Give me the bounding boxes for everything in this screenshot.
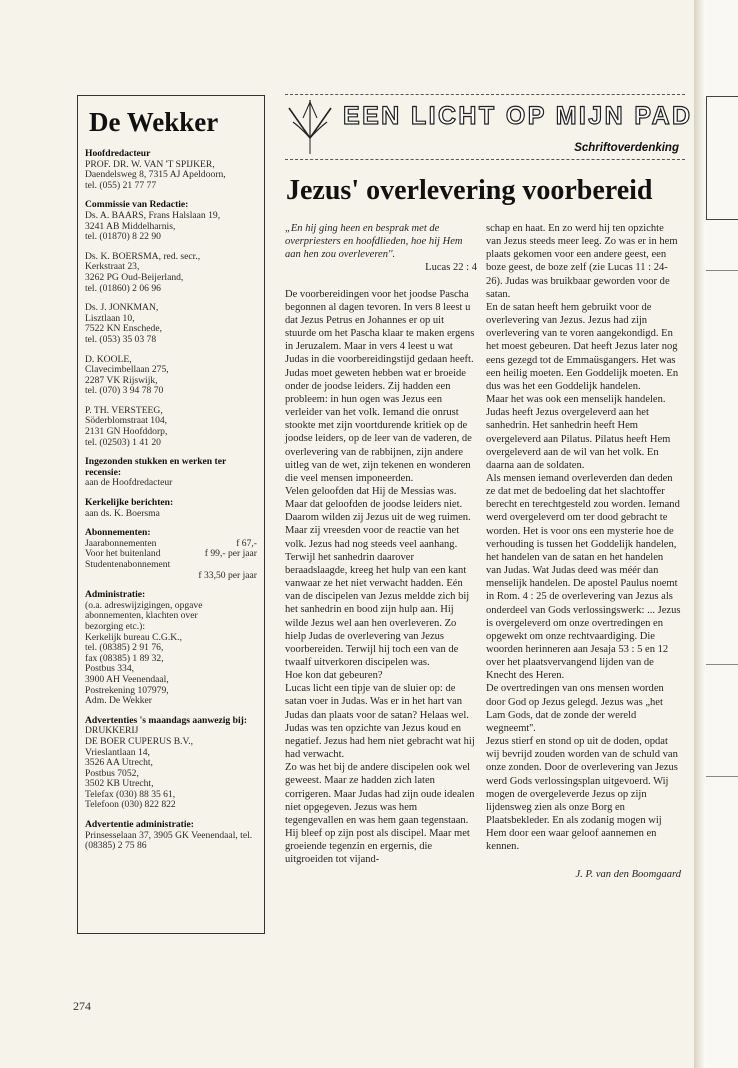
- masthead-box: [77, 95, 265, 934]
- paragraph: En de satan heeft hem gebruikt voor de overlevering van Jezus. Jezus had zijn overlevering van te voren aangekondigd. En het moest gebeuren. Dat heeft Jezus later nog eens gezegd tot de Emmaüsgangers. Het was een heilig moeten. Een Goddelijk moeten. En dus was het een Goddelijk handelen.: [486, 301, 679, 392]
- next-page-edge: [706, 0, 738, 1068]
- paragraph: Lucas licht een tipje van de sluier op: de satan voer in Judas. Was er in het hart van Judas dan plaats voor de satan? Helaas wel. Judas was ten opzichte van Jezus koud en negatief. Jezus had hem niet gebracht wat hij had verwacht.: [285, 683, 475, 761]
- paragraph: De voorbereidingen voor het joodse Pascha begonnen al dagen tevoren. In vers 8 leest u dat Jezus Petrus en Johannes er op uit stuurde om het Pascha klaar te maken ergens in Jeruzalem. Maar in vers 4 leest u wat Judas in die voorbereidingstijd gedaan heeft. Judas moet geweten hebben wat er broeide onder de joodse leiders. Zij hadden een probleem: in hun ogen was Jezus een verleider van het volk. Iemand die onrust stookte met zijn voortdurende kritiek op de joodse leiders, op de leer van de vaderen, de overlevering van de rabbijnen, zijn andere uitleg van de wet, zijn tekenen en wonderen die veel mensen imponeerden.: [285, 288, 475, 484]
- paragraph: Hoe kon dat gebeuren?: [285, 670, 383, 682]
- advertisements-block: Advertenties 's maandags aanwezig bij: DRUKKERIJ DE BOER CUPERUS B.V., Vrieslantlaan 14, 3526 AA Utrecht, Postbus 7052, 3502 KB Utrecht, Telefax (030) 88 35 61, Telefoon (030) 822 822: [85, 714, 248, 811]
- administration-block: Administratie: (o.a. adreswijzigingen, opgave abonnementen, klachten over bezorging etc.): Kerkelijk bureau C.G.K., tel. (08385) 2 91 76, fax (08385) 1 89 32, Postbus 334, 3900 AH Veenendaal, Postrekening 107979, Adm. De Wekker: [85, 589, 203, 707]
- open-book-lamp-icon: [285, 98, 335, 156]
- scripture-reference: Lucas 22 : 4: [425, 262, 477, 274]
- editor-block: Hoofdredacteur PROF. DR. W. VAN 'T SPIJKER, Daendelsweg 8, 7315 AJ Apeldoorn, tel. (055) 21 77 77: [85, 148, 226, 191]
- book-gutter: [694, 0, 706, 1068]
- scripture-quote: „En hij ging heen en besprak met de overpriesters en hoofdlieden, hoe hij Hem aan hen zou overleveren''.: [285, 223, 463, 261]
- dashed-rule: [285, 159, 685, 160]
- article-column-2: [486, 222, 681, 881]
- paragraph: Maar het was ook een menselijk handelen. Judas heeft Jezus overgeleverd aan het sanhedrin. Het sanhedrin heeft Hem overgeleverd aan Pilatus. Pilatus heeft Hem overgeleverd aan de wil van het volk. En daarna aan de soldaten.: [486, 394, 671, 471]
- article-title: Jezus' overlevering voorbereid: [286, 175, 653, 206]
- commission-member: D. KOOLE, Clavecimbellaan 275, 2287 VK Rijswijk, tel. (070) 3 94 78 70: [85, 353, 169, 397]
- paragraph: Zo was het bij de andere discipelen ook wel geweest. Maar ze hadden zich laten corrigeren. Maar Judas had zijn oude idealen niet opgegeven. Jezus was hem tegengevallen en was hem gaan tegenstaan. Hij bleef op zijn post als discipel. Maar met groeiende tegenzin en ergernis, die uitgroeiden tot vijand-: [285, 762, 475, 866]
- subscription-row: Jaarabonnementen f 67,-: [85, 537, 257, 549]
- series-title: EEN LICHT OP MIJN PAD: [343, 102, 693, 130]
- dashed-rule: [285, 94, 685, 95]
- paragraph: Velen geloofden dat Hij de Messias was. Maar dat geloofden de joodse leiders niet. Daarom wilden zij Jezus uit de weg ruimen. Maar zij vreesden voor de reactie van het volk. Jezus had nog steeds veel aanhang.: [285, 485, 471, 550]
- next-page-rule: [706, 776, 738, 777]
- article-column-1: [285, 222, 477, 867]
- series-header: [285, 94, 693, 162]
- paragraph: Terwijl het sanhedrin daarover beraadslaagde, kreeg het hulp van een kant vanwaar ze het niet verwacht hadden. Eén van de discipelen van Jezus meldde zich bij het sanhedrin en bood zijn hulp aan. Hij wilde Jezus wel aan hen overleveren. Zo hielp Judas de overlevering van Jezus voorbereiden. Terwijl hij toch een van de twaalf uitverkoren discipelen was.: [285, 551, 470, 668]
- commission-member: Ds. K. BOERSMA, red. secr., Kerkstraat 23, 3262 PG Oud-Beijerland, tel. (01860) 2 06 96: [85, 250, 201, 294]
- paragraph: Als mensen iemand overleverden dan deden ze dat met de bedoeling dat het slachtoffer berecht en terechtgesteld zou worden. Iemand werd overgeleverd om ter dood gebracht te worden. Het is voor ons een mysterie hoe de verhouding is tussen het Goddelijk handelen, het handelen van de satan en het handelen van Judas. Wat Judas deed was méér dan menselijk handelen. De apostel Paulus noemt in Rom. 4 : 25 de overlevering van Jezus als onderdeel van Gods verlossingswerk: ... Jezus is overgeleverd om onze overtredingen en opgewekt om onze rechtvaardiging. Die woorden herinneren aan Jesaja 53 : 5 en 12 over het plaatsvervangend lijden van de Knecht des Heren.: [486, 472, 681, 682]
- magazine-title: De Wekker: [89, 107, 219, 137]
- commission-block: Commissie van Redactie: Ds. A. BAARS, Frans Halslaan 19, 3241 AB Middelharnis, tel. (01870) 8 22 90: [85, 199, 221, 243]
- next-page-rule: [706, 270, 738, 271]
- next-page-box: [706, 96, 738, 220]
- commission-member: Ds. J. JONKMAN, Lisztlaan 10, 7522 KN Enschede, tel. (053) 35 03 78: [85, 302, 162, 345]
- author-signature: J. P. van den Boomgaard: [575, 868, 681, 880]
- subscription-row: Studentenabonnement: [85, 559, 171, 570]
- paragraph: De overtredingen van ons mensen worden door God op Jezus gelegd. Jezus was „het Lam Gods, dat de zonde der wereld wegneemt''.: [486, 683, 664, 734]
- submissions-block: Ingezonden stukken en werken ter recensie: aan de Hoofdredacteur: [85, 456, 227, 489]
- next-page-rule: [706, 664, 738, 665]
- paragraph: schap en haat. En zo werd hij ten opzichte van Jezus steeds meer leeg. Zo was er in hem plaats gekomen voor een andere geest, een boze geest, de boze zelf (zie Lucas 11 : 24-26). Judas was bruikbaar geworden voor de satan.: [486, 223, 678, 300]
- student-price: f 33,50 per jaar: [198, 569, 257, 581]
- subscription-row: Voor het buitenland f 99,- per jaar: [85, 548, 257, 560]
- ad-administration-block: Advertentie administratie: Prinsesselaan 37, 3905 GK Veenendaal, tel. (08385) 2 75 86: [85, 819, 253, 852]
- subscriptions-block: Abonnementen: Jaarabonnementen f 67,- Voor het buitenland f 99,- per jaar Studentenabonnement f 33,50 per jaar: [85, 527, 257, 581]
- section-label: Schriftoverdenking: [574, 142, 679, 154]
- page-number: 274: [73, 999, 91, 1013]
- paragraph: Jezus stierf en stond op uit de doden, opdat wij bevrijd zouden worden van de schuld van onze zonden. Door de overlevering van Jezus werd Gods verlossingsplan uitgevoerd. Wij mogen de overgeleverde Jezus op zijn lijdensweg zien als onze Borg en Plaatsbekleder. En als zodanig mogen wij Hem door een waar geloof aannemen en kennen.: [486, 736, 678, 853]
- church-news-block: Kerkelijke berichten: aan ds. K. Boersma: [85, 497, 174, 519]
- commission-member: P. TH. VERSTEEG, Söderblomstraat 104, 2131 GN Hoofddorp, tel. (02503) 1 41 20: [85, 404, 168, 448]
